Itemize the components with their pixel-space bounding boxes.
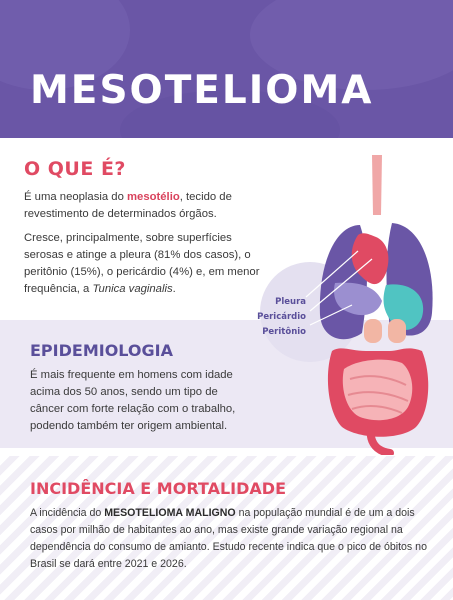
incidencia-paragraph <box>30 505 440 573</box>
text-span: na população mundial é de um a dois casos por milhão de habitantes ao ano, mas existe grande variação regional na dependência do consumo de amianto. Estudo recente indica que o pico de óbitos no Brasil se dará entre 2021 e 2026. <box>30 507 427 570</box>
header-banner <box>0 0 453 138</box>
epidemiologia-paragraph: É mais frequente em homens com idade acima dos 50 anos, sendo um tipo de câncer com forte relação com o trabalho, podendo também ter origem ambiental. <box>30 369 236 432</box>
incidencia-heading: INCIDÊNCIA E MORTALIDADE <box>30 479 286 498</box>
kidney-left <box>364 319 382 343</box>
epidemiologia-heading: EPIDEMIOLOGIA <box>30 341 173 360</box>
trachea <box>372 155 382 215</box>
tunica-vaginalis-italic: Tunica vaginalis <box>92 283 173 295</box>
o-que-e-heading: O QUE É? <box>24 158 126 180</box>
mesotelio-highlight: mesotélio <box>127 191 180 203</box>
small-intestine <box>343 360 412 421</box>
text-span: Cresce, principalmente, sobre superfícies serosas e atinge a pleura (81% dos casos), o peritônio (15%), o pericárdio (4%) e, em menor frequência, a <box>24 232 260 295</box>
mesotelioma-maligno-bold: MESOTELIOMA MALIGNO <box>104 507 236 519</box>
text-span: É uma neoplasia do <box>24 191 127 203</box>
kidney-right <box>388 319 406 343</box>
organ-labels <box>244 295 306 340</box>
pleura-label: Pleura <box>275 297 306 307</box>
text-span: , tecido de revestimento de determinados órgãos. <box>24 191 232 220</box>
text-span: . <box>172 283 176 295</box>
peritonio-label: Peritônio <box>262 327 306 337</box>
o-que-e-paragraph-2 <box>24 230 274 298</box>
text-span: A incidência do <box>30 507 105 519</box>
pericardio-label: Pericárdio <box>257 312 306 322</box>
o-que-e-paragraph-1 <box>24 189 274 223</box>
page-title: MESOTELIOMA <box>30 68 374 113</box>
